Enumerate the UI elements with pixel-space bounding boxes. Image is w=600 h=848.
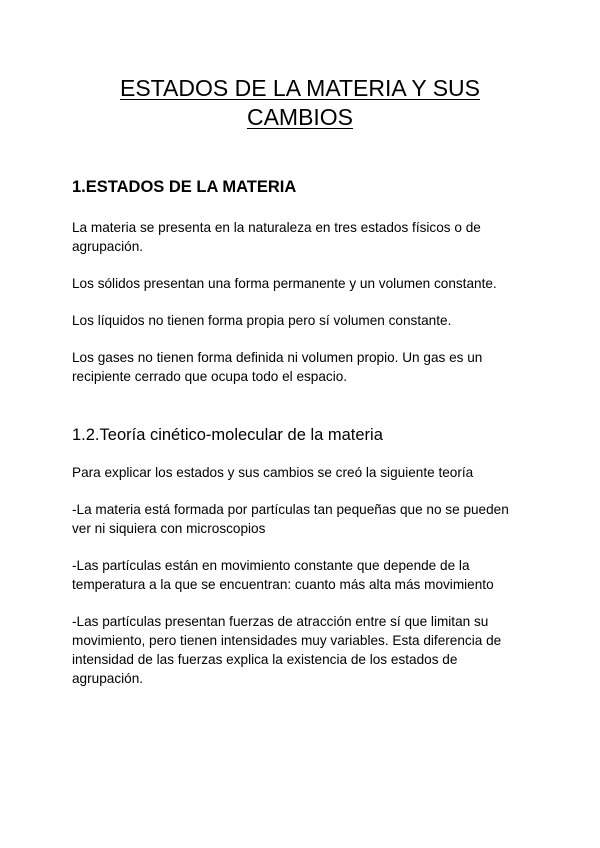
paragraph-gases xyxy=(72,348,542,386)
text-line: Los sólidos presentan una forma permanente y un volumen constante. xyxy=(72,276,497,291)
text-line: movimiento, pero tienen intensidades muy variables. Esta diferencia de xyxy=(72,633,502,648)
paragraph-particles-forces xyxy=(72,612,542,688)
text-line: La materia se presenta en la naturaleza en tres estados físicos o de xyxy=(72,220,481,235)
text-line: intensidad de las fuerzas explica la existencia de los estados de xyxy=(72,652,458,667)
text-line: -Las partículas están en movimiento constante que depende de la xyxy=(72,558,470,573)
text-line: -Las partículas presentan fuerzas de atracción entre sí que limitan su xyxy=(72,614,489,629)
title-line-1: ESTADOS DE LA MATERIA Y SUS xyxy=(119,75,481,101)
paragraph-states-intro xyxy=(72,218,542,256)
paragraph-particles-motion xyxy=(72,556,542,594)
text-line: Los líquidos no tienen forma propia pero sí volumen constante. xyxy=(72,313,452,328)
text-line: agrupación. xyxy=(72,671,144,686)
text-line: temperatura a la que se encuentran: cuanto más alta más movimiento xyxy=(72,577,494,592)
paragraph-solids xyxy=(72,274,542,293)
paragraph-liquids xyxy=(72,311,542,330)
text-line: -La materia está formada por partículas tan pequeñas que no se pueden xyxy=(72,502,509,517)
section-2-heading: 1.2.Teoría cinético-molecular de la materia xyxy=(72,426,383,444)
text-line: Los gases no tienen forma definida ni volumen propio. Un gas es un xyxy=(72,350,483,365)
text-line: recipiente cerrado que ocupa todo el espacio. xyxy=(72,369,348,384)
text-line: ver ni siquiera con microscopios xyxy=(72,521,266,536)
paragraph-theory-intro xyxy=(72,463,542,482)
text-line: agrupación. xyxy=(72,239,144,254)
title-line-2: CAMBIOS xyxy=(246,104,354,130)
paragraph-particles-size xyxy=(72,500,542,538)
document-title xyxy=(60,74,540,132)
text-line: Para explicar los estados y sus cambios se creó la siguiente teoría xyxy=(72,465,474,480)
section-1-heading: 1.ESTADOS DE LA MATERIA xyxy=(72,178,297,196)
